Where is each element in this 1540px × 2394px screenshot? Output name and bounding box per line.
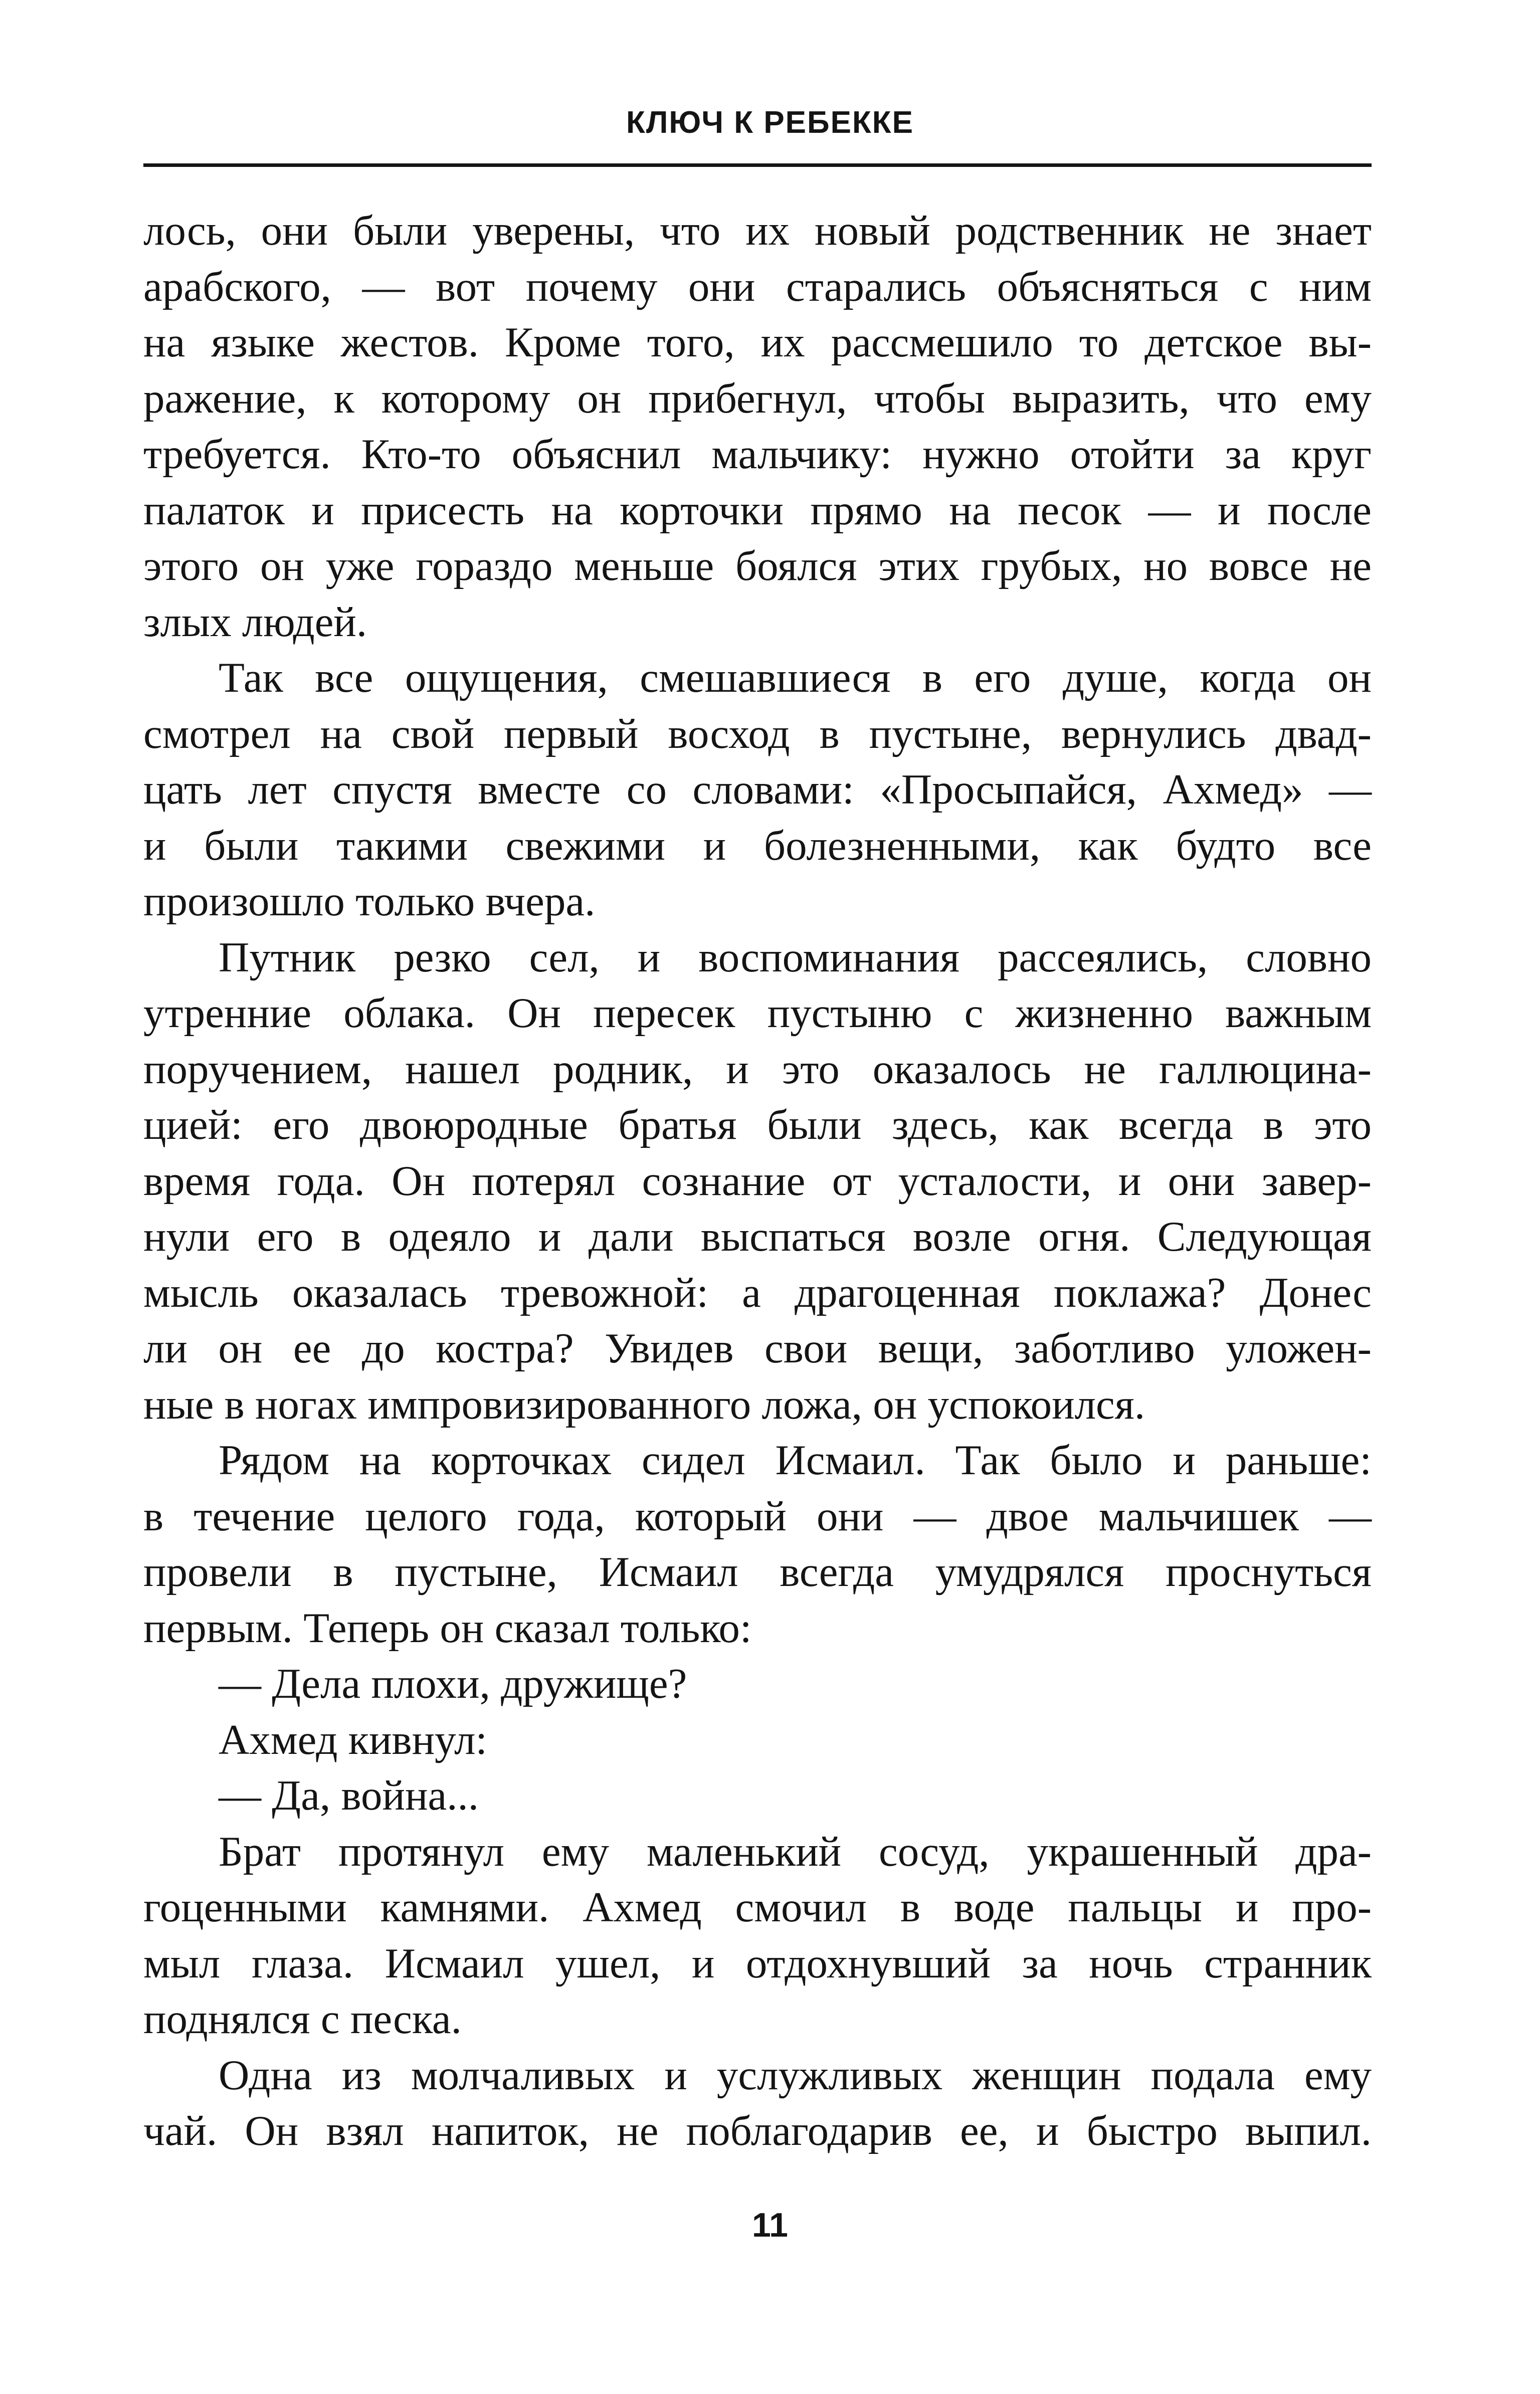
text-line: лось, они были уверены, что их новый родственник не знает bbox=[143, 207, 1372, 254]
dialogue-line bbox=[143, 1768, 1372, 1824]
paragraph bbox=[143, 203, 1372, 650]
text-line: — Да, война... bbox=[219, 1772, 479, 1819]
paragraph bbox=[143, 650, 1372, 930]
text-line: Путник резко сел, и воспоминания рассеялись, словно bbox=[219, 933, 1372, 981]
text-line: Ахмед кивнул: bbox=[219, 1716, 487, 1763]
paragraph bbox=[143, 1433, 1372, 1656]
text-line: нули его в одеяло и дали выспаться возле огня. Следующая bbox=[143, 1213, 1372, 1260]
text-line: Рядом на корточках сидел Исмаил. Так было и раньше: bbox=[219, 1437, 1372, 1484]
paragraph bbox=[143, 1824, 1372, 2048]
paragraph bbox=[143, 930, 1372, 1433]
text-line: — Дела плохи, дружище? bbox=[219, 1660, 687, 1707]
body-text bbox=[143, 203, 1372, 2159]
paragraph bbox=[143, 2048, 1372, 2159]
text-line: поднялся с песка. bbox=[143, 1996, 462, 2043]
running-title: КЛЮЧ К РЕБЕККЕ bbox=[626, 105, 914, 140]
text-line: мысль оказалась тревожной: а драгоценная поклажа? Донес bbox=[143, 1269, 1372, 1316]
text-line: смотрел на свой первый восход в пустыне, вернулись двад- bbox=[143, 710, 1372, 757]
page-number: 11 bbox=[752, 2206, 788, 2244]
text-line: первым. Теперь он сказал только: bbox=[143, 1604, 752, 1652]
text-line: ные в ногах импровизированного ложа, он успокоился. bbox=[143, 1380, 1145, 1428]
text-line: цать лет спустя вместе со словами: «Просыпайся, Ахмед» — bbox=[143, 766, 1372, 813]
text-line: произошло только вчера. bbox=[143, 878, 596, 925]
text-line: злых людей. bbox=[143, 598, 367, 646]
text-line: Так все ощущения, смешавшиеся в его душе, когда он bbox=[219, 654, 1372, 701]
text-line: утренние облака. Он пересек пустыню с жизненно важным bbox=[143, 989, 1372, 1037]
text-line: ли он ее до костра? Увидев свои вещи, заботливо уложен- bbox=[143, 1325, 1372, 1372]
header-rule bbox=[143, 163, 1372, 167]
text-line: поручением, нашел родник, и это оказалось не галлюцина- bbox=[143, 1045, 1372, 1093]
text-line: Брат протянул ему маленький сосуд, украшенный дра- bbox=[219, 1828, 1372, 1875]
text-line: арабского, — вот почему они старались объясняться с ним bbox=[143, 263, 1372, 310]
text-line: гоценными камнями. Ахмед смочил в воде пальцы и про- bbox=[143, 1884, 1372, 1931]
text-line: в течение целого года, который они — двое мальчишек — bbox=[143, 1492, 1372, 1540]
paragraph bbox=[143, 1712, 1372, 1768]
text-line: палаток и присесть на корточки прямо на песок — и после bbox=[143, 486, 1372, 534]
text-line: и были такими свежими и болезненными, как будто все bbox=[143, 822, 1372, 869]
text-line: требуется. Кто-то объяснил мальчику: нужно отойти за круг bbox=[143, 431, 1372, 478]
text-line: время года. Он потерял сознание от усталости, и они завер- bbox=[143, 1157, 1372, 1205]
text-line: на языке жестов. Кроме того, их рассмешило то детское вы- bbox=[143, 319, 1372, 366]
text-line: цией: его двоюродные братья были здесь, как всегда в это bbox=[143, 1101, 1372, 1148]
text-line: мыл глаза. Исмаил ушел, и отдохнувший за ночь странник bbox=[143, 1939, 1372, 1987]
text-line: провели в пустыне, Исмаил всегда умудрялся проснуться bbox=[143, 1548, 1372, 1595]
text-line: ражение, к которому он прибегнул, чтобы выразить, что ему bbox=[143, 374, 1372, 422]
text-line: этого он уже гораздо меньше боялся этих грубых, но вовсе не bbox=[143, 542, 1372, 589]
dialogue-line bbox=[143, 1656, 1372, 1712]
text-line: Одна из молчаливых и услужливых женщин подала ему bbox=[219, 2051, 1372, 2099]
text-line: чай. Он взял напиток, не поблагодарив ее, и быстро выпил. bbox=[143, 2107, 1372, 2154]
